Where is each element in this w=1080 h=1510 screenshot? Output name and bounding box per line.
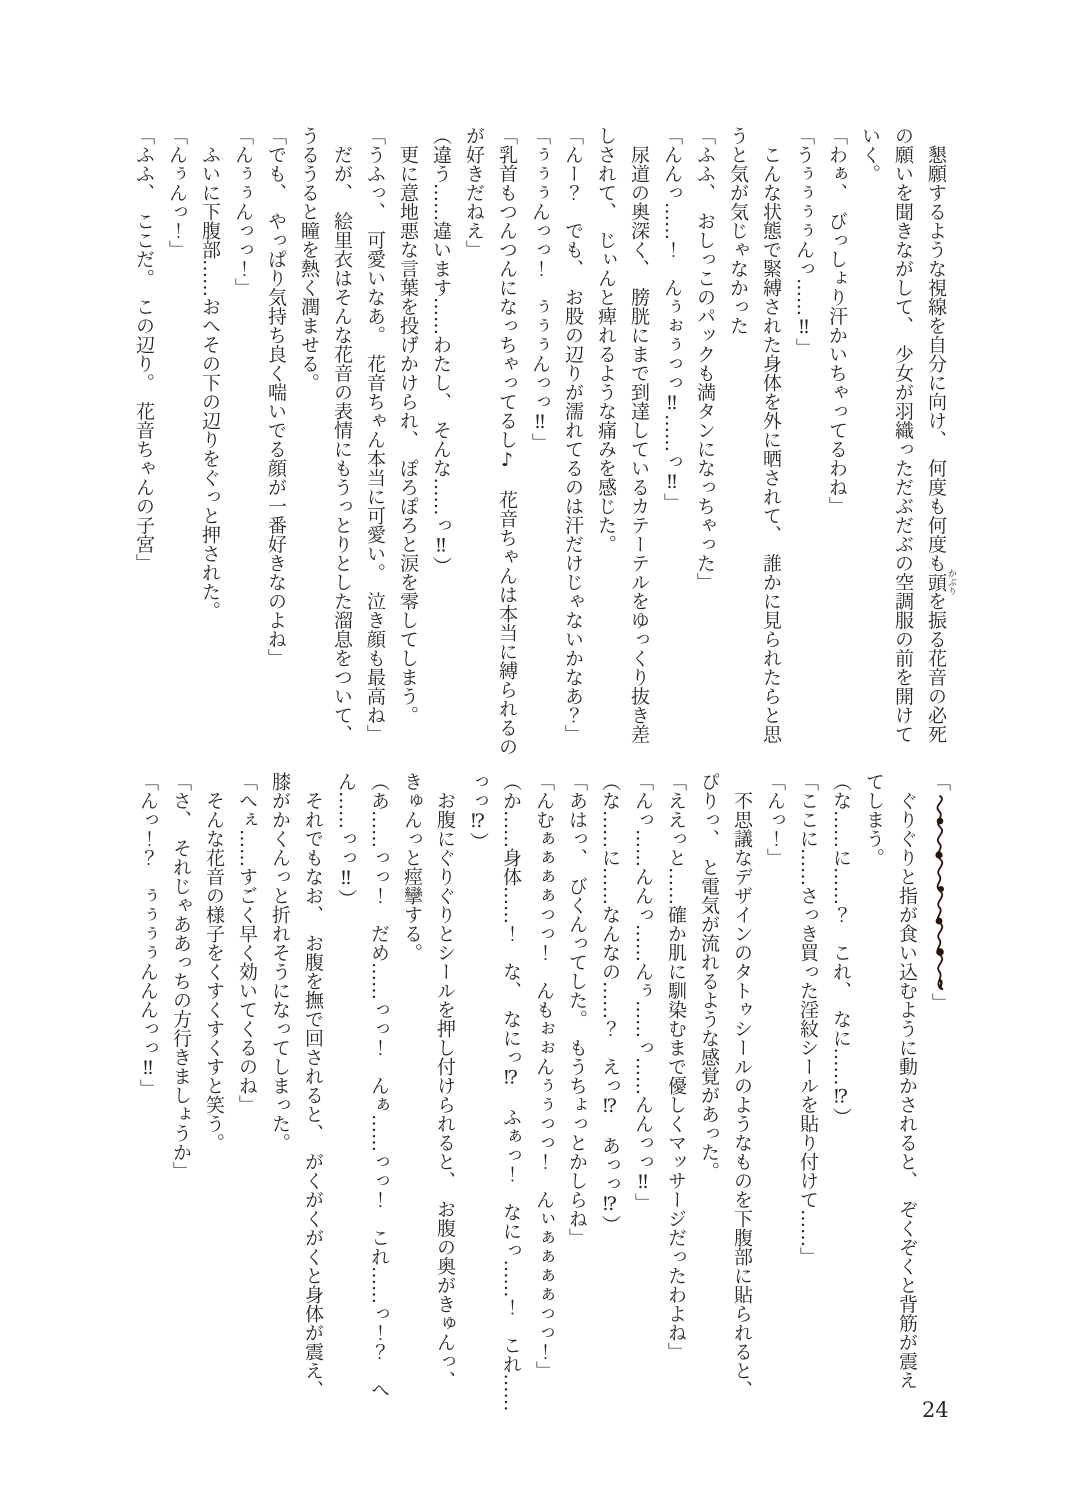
scrawl-line — [923, 772, 956, 1424]
text-line: しされて、 じぃんと痺れるような痛みを感じた。 — [595, 126, 617, 554]
text-line: 「んっ……んんっ……んぅ……っ……んんっっ‼」 — [632, 772, 654, 1212]
text-line: ん……っっ‼） — [335, 772, 357, 908]
text-line: 「ぅぅぅんっっ！ ぅぅぅんっっ‼」 — [529, 126, 551, 452]
ruby-text: かぶり — [946, 568, 956, 596]
page-number: 24 — [922, 1398, 949, 1422]
text-line: 「んぅんっ！」 — [166, 126, 188, 259]
text-line: の願いを聞きながして、 少女が羽織っただぶだぶの空調服の前を開けて — [892, 126, 914, 744]
text-line: ぐりぐりと指が食い込むように動かされると、 ぞくぞくと背筋が震え — [896, 791, 918, 1390]
text-line: 「うぅぅぅぅんっ……‼」 — [793, 126, 815, 357]
bracket-close: 」 — [929, 993, 951, 1012]
text-line: 「んっ！」 — [764, 772, 786, 867]
text-line: いく。 — [859, 126, 881, 183]
text-block-bottom — [131, 772, 956, 1424]
text-line: 不思議なデザインのタトゥシールのようなものを下腹部に貼られると、 — [731, 791, 753, 1399]
text-line: 「んぅぅんっっ！」 — [232, 126, 254, 297]
scrawled-text-glyph — [930, 794, 950, 990]
text-line: てしまう。 — [863, 772, 885, 867]
text-line: 「ふふ、 おしっこのパックも満タンになっちゃった」 — [694, 126, 716, 592]
text-line: 「あはっ、 びくんってした。 もうちょっとかしらね」 — [566, 772, 588, 1247]
text-line: うと気が気じゃなかった — [727, 126, 749, 335]
ruby-base: 頭 — [925, 568, 947, 596]
text-line: それでもなお、 お腹を撫で回されると、 がくがくがくと身体が震え、 — [302, 791, 324, 1399]
text-line: 膝がかくんっと折れそうになってしまった。 — [269, 772, 291, 1152]
text-line: 更に意地悪な言葉を投げかけられ、 ぽろぽろと涙を零してしまう。 — [397, 145, 419, 725]
text-line: （な……に……なんなの……？ えっ⁉ あっっ⁉） — [599, 772, 621, 1234]
text-line: 「ええっと……確か肌に馴染むまで優しくマッサージだったわよね」 — [665, 772, 687, 1361]
text-line: 「ここに……さっき買った淫紋シールを貼り付けて……」 — [797, 772, 819, 1266]
text-line: 「んっ！？ ぅぅぅぅんんんっっ‼」 — [137, 772, 159, 1098]
text-line: （あ……っっ！ だめ……っっ！ んぁ……っっ！ これ……っ！？ へ — [368, 772, 390, 1399]
text-line: （違う……違います……わたし、 そんな……っ‼） — [430, 126, 452, 576]
text-line: ぴりっ、 と電気が流れるような感覚があった。 — [698, 772, 720, 1181]
text-line: きゅんっと痙攣する。 — [401, 772, 423, 962]
text-line — [919, 126, 956, 774]
text-line: （な……に……？ これ、 なに……⁉） — [830, 772, 852, 1127]
text-line: 「へぇ……すごく早く効いてくるのね」 — [236, 772, 258, 1114]
text-line: 「乳首もつんつんになっちゃってるし♪ 花音ちゃんは本当に縛られるの — [496, 126, 518, 756]
furigana-ruby — [925, 568, 956, 596]
line-segment: を振る花音の必死 — [925, 591, 947, 744]
text-line: が好きだねえ」 — [463, 126, 485, 259]
text-line: こんな状態で緊縛された身体を外に晒されて、 誰かに見られたらと思 — [760, 145, 782, 744]
text-line: 「でも、 やっぱり気持ち良く喘いでる顔が一番好きなのよね」 — [265, 126, 287, 668]
text-line: 「うふっ、 可愛いなあ。 花音ちゃん本当に可愛い。 泣き顔も最高ね」 — [364, 126, 386, 744]
text-line: そんな花音の様子をくすくすくすと笑う。 — [203, 791, 225, 1152]
text-line: だが、 絵里衣はそんな花音の表情にもうっとりとした溜息をついて、 — [331, 145, 353, 744]
text-line: （か……身体……！ な、 なにっ⁉ ふぁっ！ なにっ……！ これ…… — [500, 772, 522, 1412]
text-line: 「んむぁぁぁぁっっ！ んもぉぉんぅぅっっ！ んぃぁぁぁぁっっ！」 — [533, 772, 555, 1380]
text-block-top — [127, 126, 956, 774]
text-line: 「さ、 それじゃああっちの方行きましょうか」 — [170, 772, 192, 1181]
text-line: お腹にぐりぐりとシールを押し付けられると、 お腹の奥がきゅんっ、 — [434, 791, 456, 1390]
text-line: 「んー？ でも、 お股の辺りが濡れてるのは汗だけじゃないかなあ？」 — [562, 126, 584, 744]
text-line: 「んんっ……！ んぅぉぅっっ‼……っ‼」 — [661, 126, 683, 512]
bracket-open: 「 — [929, 772, 951, 791]
line-segment: 懇願するような視線を自分に向け、 何度も何度も — [925, 145, 947, 573]
text-line: ふいに下腹部……おへその下の辺りをぐっと押された。 — [199, 145, 221, 620]
text-line: っっ⁉） — [467, 772, 489, 851]
text-line: 尿道の奥深く、 膀胱にまで到達しているカテーテルをゆっくり抜き差 — [628, 145, 650, 744]
text-line: 「ふふ、 ここだ。 この辺り。 花音ちゃんの子宮」 — [133, 126, 155, 573]
text-line: うるうると瞳を熱く潤ませる。 — [298, 126, 320, 392]
text-line: 「わぁ、 びっしょり汗かいちゃってるわね」 — [826, 126, 848, 516]
